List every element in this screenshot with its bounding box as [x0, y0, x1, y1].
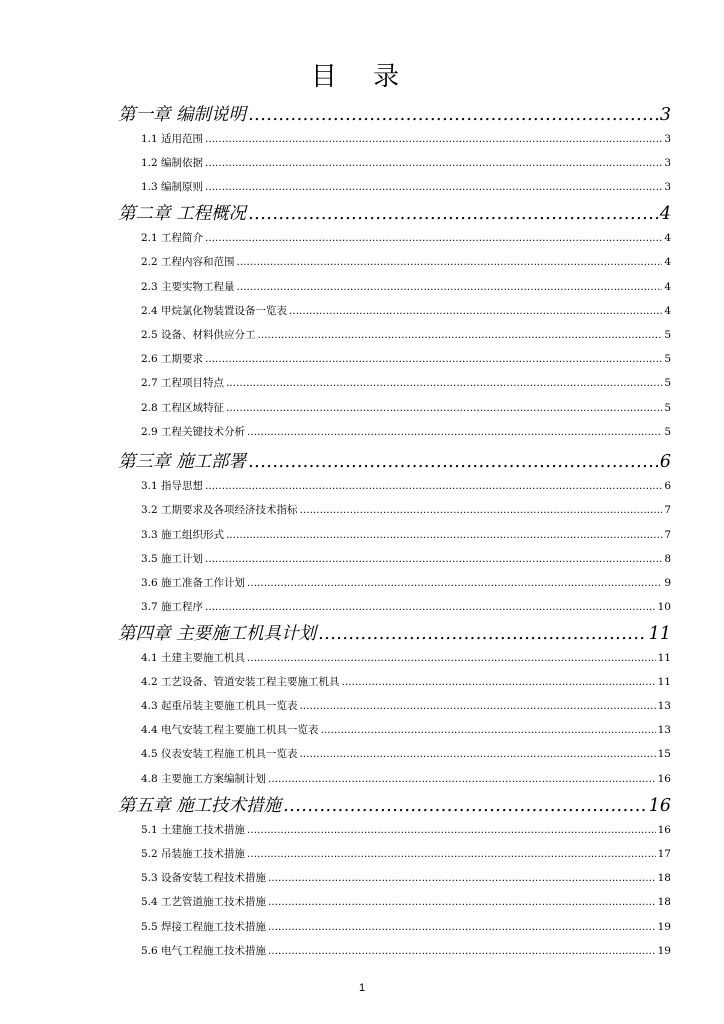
- toc-chapter-entry[interactable]: [118, 200, 671, 224]
- toc-page-number: 19: [657, 921, 671, 933]
- toc-dot-leader: [247, 577, 662, 589]
- toc-section-title: 3.3 施工组织形式: [141, 529, 225, 541]
- toc-page-number: 13: [657, 724, 671, 736]
- toc-section-title: 5.6 电气工程施工技术措施: [141, 945, 267, 957]
- toc-section-title: 3.5 施工计划: [141, 553, 204, 565]
- toc-section-entry[interactable]: [118, 478, 671, 493]
- toc-section-entry[interactable]: [118, 375, 671, 390]
- toc-section-title: 4.3 起重吊装主要施工机具一览表: [141, 700, 298, 712]
- toc-section-entry[interactable]: [118, 424, 671, 439]
- toc-section-entry[interactable]: [118, 919, 671, 934]
- toc-dot-leader: [247, 652, 656, 664]
- toc-page-number: 5: [664, 329, 671, 341]
- toc-section-entry[interactable]: [118, 846, 671, 861]
- toc-section-title: 1.1 适用范围: [141, 133, 204, 145]
- toc-dot-leader: [258, 329, 663, 341]
- toc-chapter-title: 第五章 施工技术措施: [118, 796, 282, 816]
- toc-section-entry[interactable]: [118, 155, 671, 170]
- toc-page-number: 9: [664, 577, 671, 589]
- toc-page-number: 16: [648, 796, 671, 816]
- toc-section-title: 2.4 甲烷氯化物装置设备一览表: [141, 305, 288, 317]
- toc-section-entry[interactable]: [118, 230, 671, 245]
- toc-chapter-entry[interactable]: [118, 620, 671, 644]
- toc-section-entry[interactable]: [118, 527, 671, 542]
- toc-section-entry[interactable]: [118, 771, 671, 786]
- toc-section-entry[interactable]: [118, 822, 671, 837]
- toc-page-number: 11: [657, 676, 671, 688]
- toc-section-entry[interactable]: [118, 674, 671, 689]
- document-title: 目 录: [310, 62, 414, 92]
- toc-dot-leader: [247, 848, 656, 860]
- toc-chapter-title: 第一章 编制说明: [118, 105, 247, 125]
- toc-dot-leader: [342, 676, 656, 688]
- toc-chapter-entry[interactable]: [118, 101, 671, 125]
- toc-section-title: 3.6 施工准备工作计划: [141, 577, 246, 589]
- toc-dot-leader: [248, 204, 658, 224]
- toc-dot-leader: [248, 452, 658, 472]
- toc-dot-leader: [226, 377, 662, 389]
- toc-dot-leader: [226, 402, 662, 414]
- toc-section-title: 2.8 工程区域特征: [141, 402, 225, 414]
- toc-section-entry[interactable]: [118, 894, 671, 909]
- toc-dot-leader: [205, 601, 656, 613]
- toc-section-title: 2.2 工程内容和范围: [141, 256, 235, 268]
- toc-page-number: 16: [657, 824, 671, 836]
- toc-dot-leader: [205, 353, 662, 365]
- toc-dot-leader: [268, 945, 656, 957]
- toc-dot-leader: [205, 181, 662, 193]
- toc-dot-leader: [205, 232, 662, 244]
- toc-dot-leader: [268, 896, 656, 908]
- toc-page-number: 19: [657, 945, 671, 957]
- toc-section-entry[interactable]: [118, 870, 671, 885]
- toc-section-entry[interactable]: [118, 502, 671, 517]
- toc-section-entry[interactable]: [118, 179, 671, 194]
- toc-section-entry[interactable]: [118, 599, 671, 614]
- toc-page-number: 4: [664, 281, 671, 293]
- toc-dot-leader: [268, 872, 656, 884]
- toc-page-number: 4: [659, 204, 671, 224]
- toc-section-title: 4.4 电气安装工程主要施工机具一览表: [141, 724, 319, 736]
- toc-chapter-entry[interactable]: [118, 448, 671, 472]
- toc-page-number: 18: [657, 872, 671, 884]
- toc-page-number: 6: [664, 480, 671, 492]
- toc-chapter-title: 第三章 施工部署: [118, 452, 247, 472]
- toc-page-number: 5: [664, 426, 671, 438]
- toc-chapter-entry[interactable]: [118, 792, 671, 816]
- toc-section-entry[interactable]: [118, 279, 671, 294]
- toc-section-title: 1.2 编制依据: [141, 157, 204, 169]
- toc-dot-leader: [205, 133, 662, 145]
- toc-section-title: 2.6 工期要求: [141, 353, 204, 365]
- toc-dot-leader: [268, 773, 656, 785]
- toc-section-title: 2.3 主要实物工程量: [141, 281, 235, 293]
- toc-section-title: 1.3 编制原则: [141, 181, 204, 193]
- toc-page-number: 16: [657, 773, 671, 785]
- toc-section-entry[interactable]: [118, 400, 671, 415]
- toc-dot-leader: [248, 105, 658, 125]
- toc-dot-leader: [300, 504, 663, 516]
- toc-page-number: 15: [657, 748, 671, 760]
- toc-dot-leader: [268, 921, 656, 933]
- toc-page-number: 4: [664, 232, 671, 244]
- toc-section-title: 3.1 指导思想: [141, 480, 204, 492]
- toc-dot-leader: [283, 796, 647, 816]
- toc-section-entry[interactable]: [118, 650, 671, 665]
- toc-page-number: 4: [664, 256, 671, 268]
- toc-section-title: 2.7 工程项目特点: [141, 377, 225, 389]
- toc-page-number: 5: [664, 402, 671, 414]
- toc-dot-leader: [205, 480, 662, 492]
- toc-section-title: 2.9 工程关键技术分析: [141, 426, 246, 438]
- toc-section-entry[interactable]: [118, 698, 671, 713]
- toc-section-entry[interactable]: [118, 746, 671, 761]
- toc-dot-leader: [226, 529, 662, 541]
- toc-page-number: 4: [664, 305, 671, 317]
- toc-dot-leader: [321, 724, 656, 736]
- toc-section-title: 3.7 施工程序: [141, 601, 204, 613]
- toc-dot-leader: [205, 157, 662, 169]
- toc-page-number: 17: [657, 848, 671, 860]
- toc-page-number: 11: [657, 652, 671, 664]
- toc-page-number: 3: [664, 181, 671, 193]
- toc-page-number: 10: [657, 601, 671, 613]
- toc-page-number: 3: [664, 157, 671, 169]
- toc-section-title: 4.8 主要施工方案编制计划: [141, 773, 267, 785]
- toc-page-number: 13: [657, 700, 671, 712]
- toc-section-title: 4.5 仪表安装工程施工机具一览表: [141, 748, 298, 760]
- toc-page-number: 5: [664, 353, 671, 365]
- toc-dot-leader: [247, 426, 662, 438]
- toc-section-title: 2.5 设备、材料供应分工: [141, 329, 256, 341]
- toc-section-entry[interactable]: [118, 722, 671, 737]
- toc-dot-leader: [237, 281, 663, 293]
- toc-section-title: 4.2 工艺设备、管道安装工程主要施工机具: [141, 676, 340, 688]
- toc-section-title: 2.1 工程简介: [141, 232, 204, 244]
- toc-section-title: 5.2 吊装施工技术措施: [141, 848, 246, 860]
- toc-dot-leader: [300, 700, 656, 712]
- toc-section-entry[interactable]: [118, 575, 671, 590]
- toc-dot-leader: [237, 256, 663, 268]
- toc-section-title: 5.5 焊接工程施工技术措施: [141, 921, 267, 933]
- toc-dot-leader: [205, 553, 662, 565]
- toc-dot-leader: [289, 305, 662, 317]
- toc-section-entry[interactable]: [118, 327, 671, 342]
- toc-page-number: 11: [648, 624, 671, 644]
- toc-section-title: 3.2 工期要求及各项经济技术指标: [141, 504, 298, 516]
- toc-page-number: 6: [659, 452, 671, 472]
- toc-dot-leader: [300, 748, 656, 760]
- toc-section-title: 5.3 设备安装工程技术措施: [141, 872, 267, 884]
- toc-page-number: 3: [659, 105, 671, 125]
- toc-section-entry[interactable]: [118, 303, 671, 318]
- toc-page-number: 7: [664, 504, 671, 516]
- toc-dot-leader: [247, 824, 656, 836]
- toc-section-entry[interactable]: [118, 131, 671, 146]
- page-number: 1: [358, 982, 366, 994]
- toc-section-entry[interactable]: [118, 551, 671, 566]
- toc-section-title: 5.1 土建施工技术措施: [141, 824, 246, 836]
- toc-section-title: 4.1 土建主要施工机具: [141, 652, 246, 664]
- toc-page-number: 18: [657, 896, 671, 908]
- toc-section-entry[interactable]: [118, 254, 671, 269]
- toc-page-number: 3: [664, 133, 671, 145]
- toc-page-number: 8: [664, 553, 671, 565]
- toc-chapter-title: 第二章 工程概况: [118, 204, 247, 224]
- toc-section-entry[interactable]: [118, 351, 671, 366]
- toc-chapter-title: 第四章 主要施工机具计划: [118, 624, 317, 644]
- toc-section-entry[interactable]: [118, 943, 671, 958]
- toc-dot-leader: [318, 624, 647, 644]
- toc-section-title: 5.4 工艺管道施工技术措施: [141, 896, 267, 908]
- toc-page-number: 7: [664, 529, 671, 541]
- toc-page-number: 5: [664, 377, 671, 389]
